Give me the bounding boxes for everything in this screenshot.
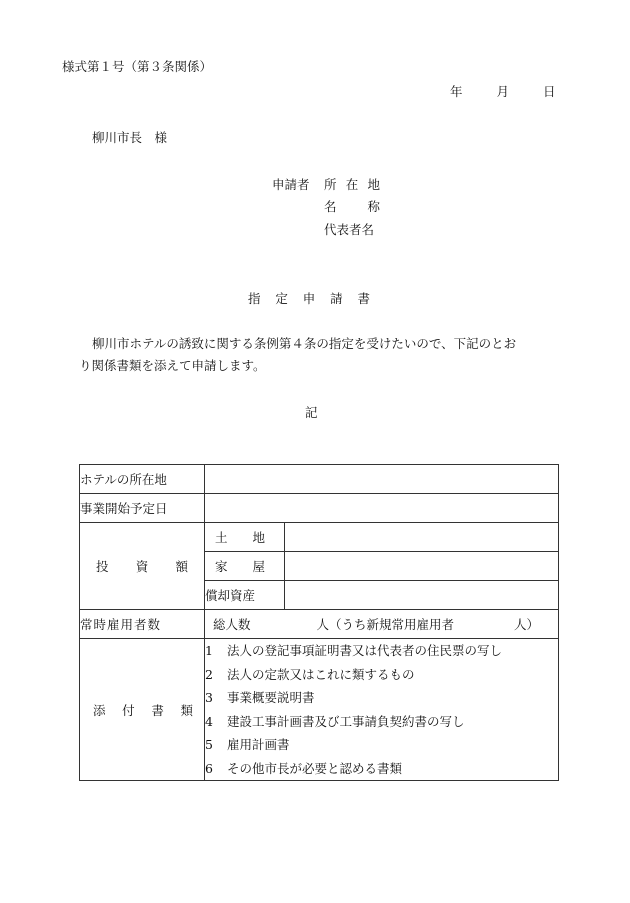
document-title: 指 定 申 請 書	[248, 291, 370, 306]
body-line-2: り関係書類を添えて申請します。	[79, 358, 266, 373]
list-item: 4 建設工事計画書及び工事請負契約書の写し	[205, 713, 465, 729]
start-date-label: 事業開始予定日	[80, 494, 205, 523]
applicant-representative-label: 代表者名	[324, 222, 375, 237]
investment-building-field[interactable]	[285, 552, 559, 581]
date-day-label: 日	[542, 84, 556, 99]
list-item: 6 その他市長が必要と認める書類	[205, 760, 403, 776]
start-date-field[interactable]	[205, 494, 559, 523]
date-line	[450, 82, 555, 100]
investment-land-field[interactable]	[285, 523, 559, 552]
investment-depreciable-label: 償却資産	[205, 581, 285, 610]
row-employees	[80, 610, 559, 639]
date-month-label: 月	[496, 84, 509, 99]
attachments-label: 添 付 書 類	[80, 639, 205, 781]
form-number: 様式第１号（第３条関係）	[62, 59, 213, 74]
list-item: 3 事業概要説明書	[205, 690, 315, 705]
employees-total-label: 総人数	[213, 617, 251, 632]
date-year-label: 年	[450, 84, 463, 99]
list-item: 1 法人の登記事項証明書又は代表者の住民票の写し	[205, 643, 503, 658]
employees-field[interactable]	[205, 610, 559, 639]
hotel-location-field[interactable]	[205, 465, 559, 494]
employees-label: 常時雇用者数	[80, 610, 205, 639]
row-attachments	[80, 639, 559, 781]
applicant-name-label: 名 称	[324, 199, 380, 214]
ki-label: 記	[305, 405, 318, 420]
list-item: 5 雇用計画書	[205, 737, 290, 752]
body-line-1: 柳川市ホテルの誘致に関する条例第４条の指定を受けたいので、下記のとお	[92, 336, 517, 351]
application-table	[79, 464, 559, 781]
employees-close-label: 人）	[513, 617, 539, 632]
investment-building-label: 家 屋	[205, 552, 285, 581]
applicant-label: 申請者	[272, 177, 310, 192]
hotel-location-label: ホテルの所在地	[80, 465, 205, 494]
list-item: 2 法人の定款又はこれに類するもの	[205, 666, 415, 682]
addressee: 柳川市長 様	[92, 130, 168, 145]
investment-depreciable-field[interactable]	[285, 581, 559, 610]
row-hotel-location	[80, 465, 559, 494]
employees-new-label: 人（うち新規常用雇用者	[316, 617, 454, 632]
investment-land-label: 土 地	[205, 523, 285, 552]
applicant-address-label: 所 在 地	[324, 177, 380, 192]
row-investment-land	[80, 523, 559, 552]
investment-label: 投 資 額	[80, 523, 205, 610]
row-start-date	[80, 494, 559, 523]
attachments-list	[205, 639, 559, 781]
